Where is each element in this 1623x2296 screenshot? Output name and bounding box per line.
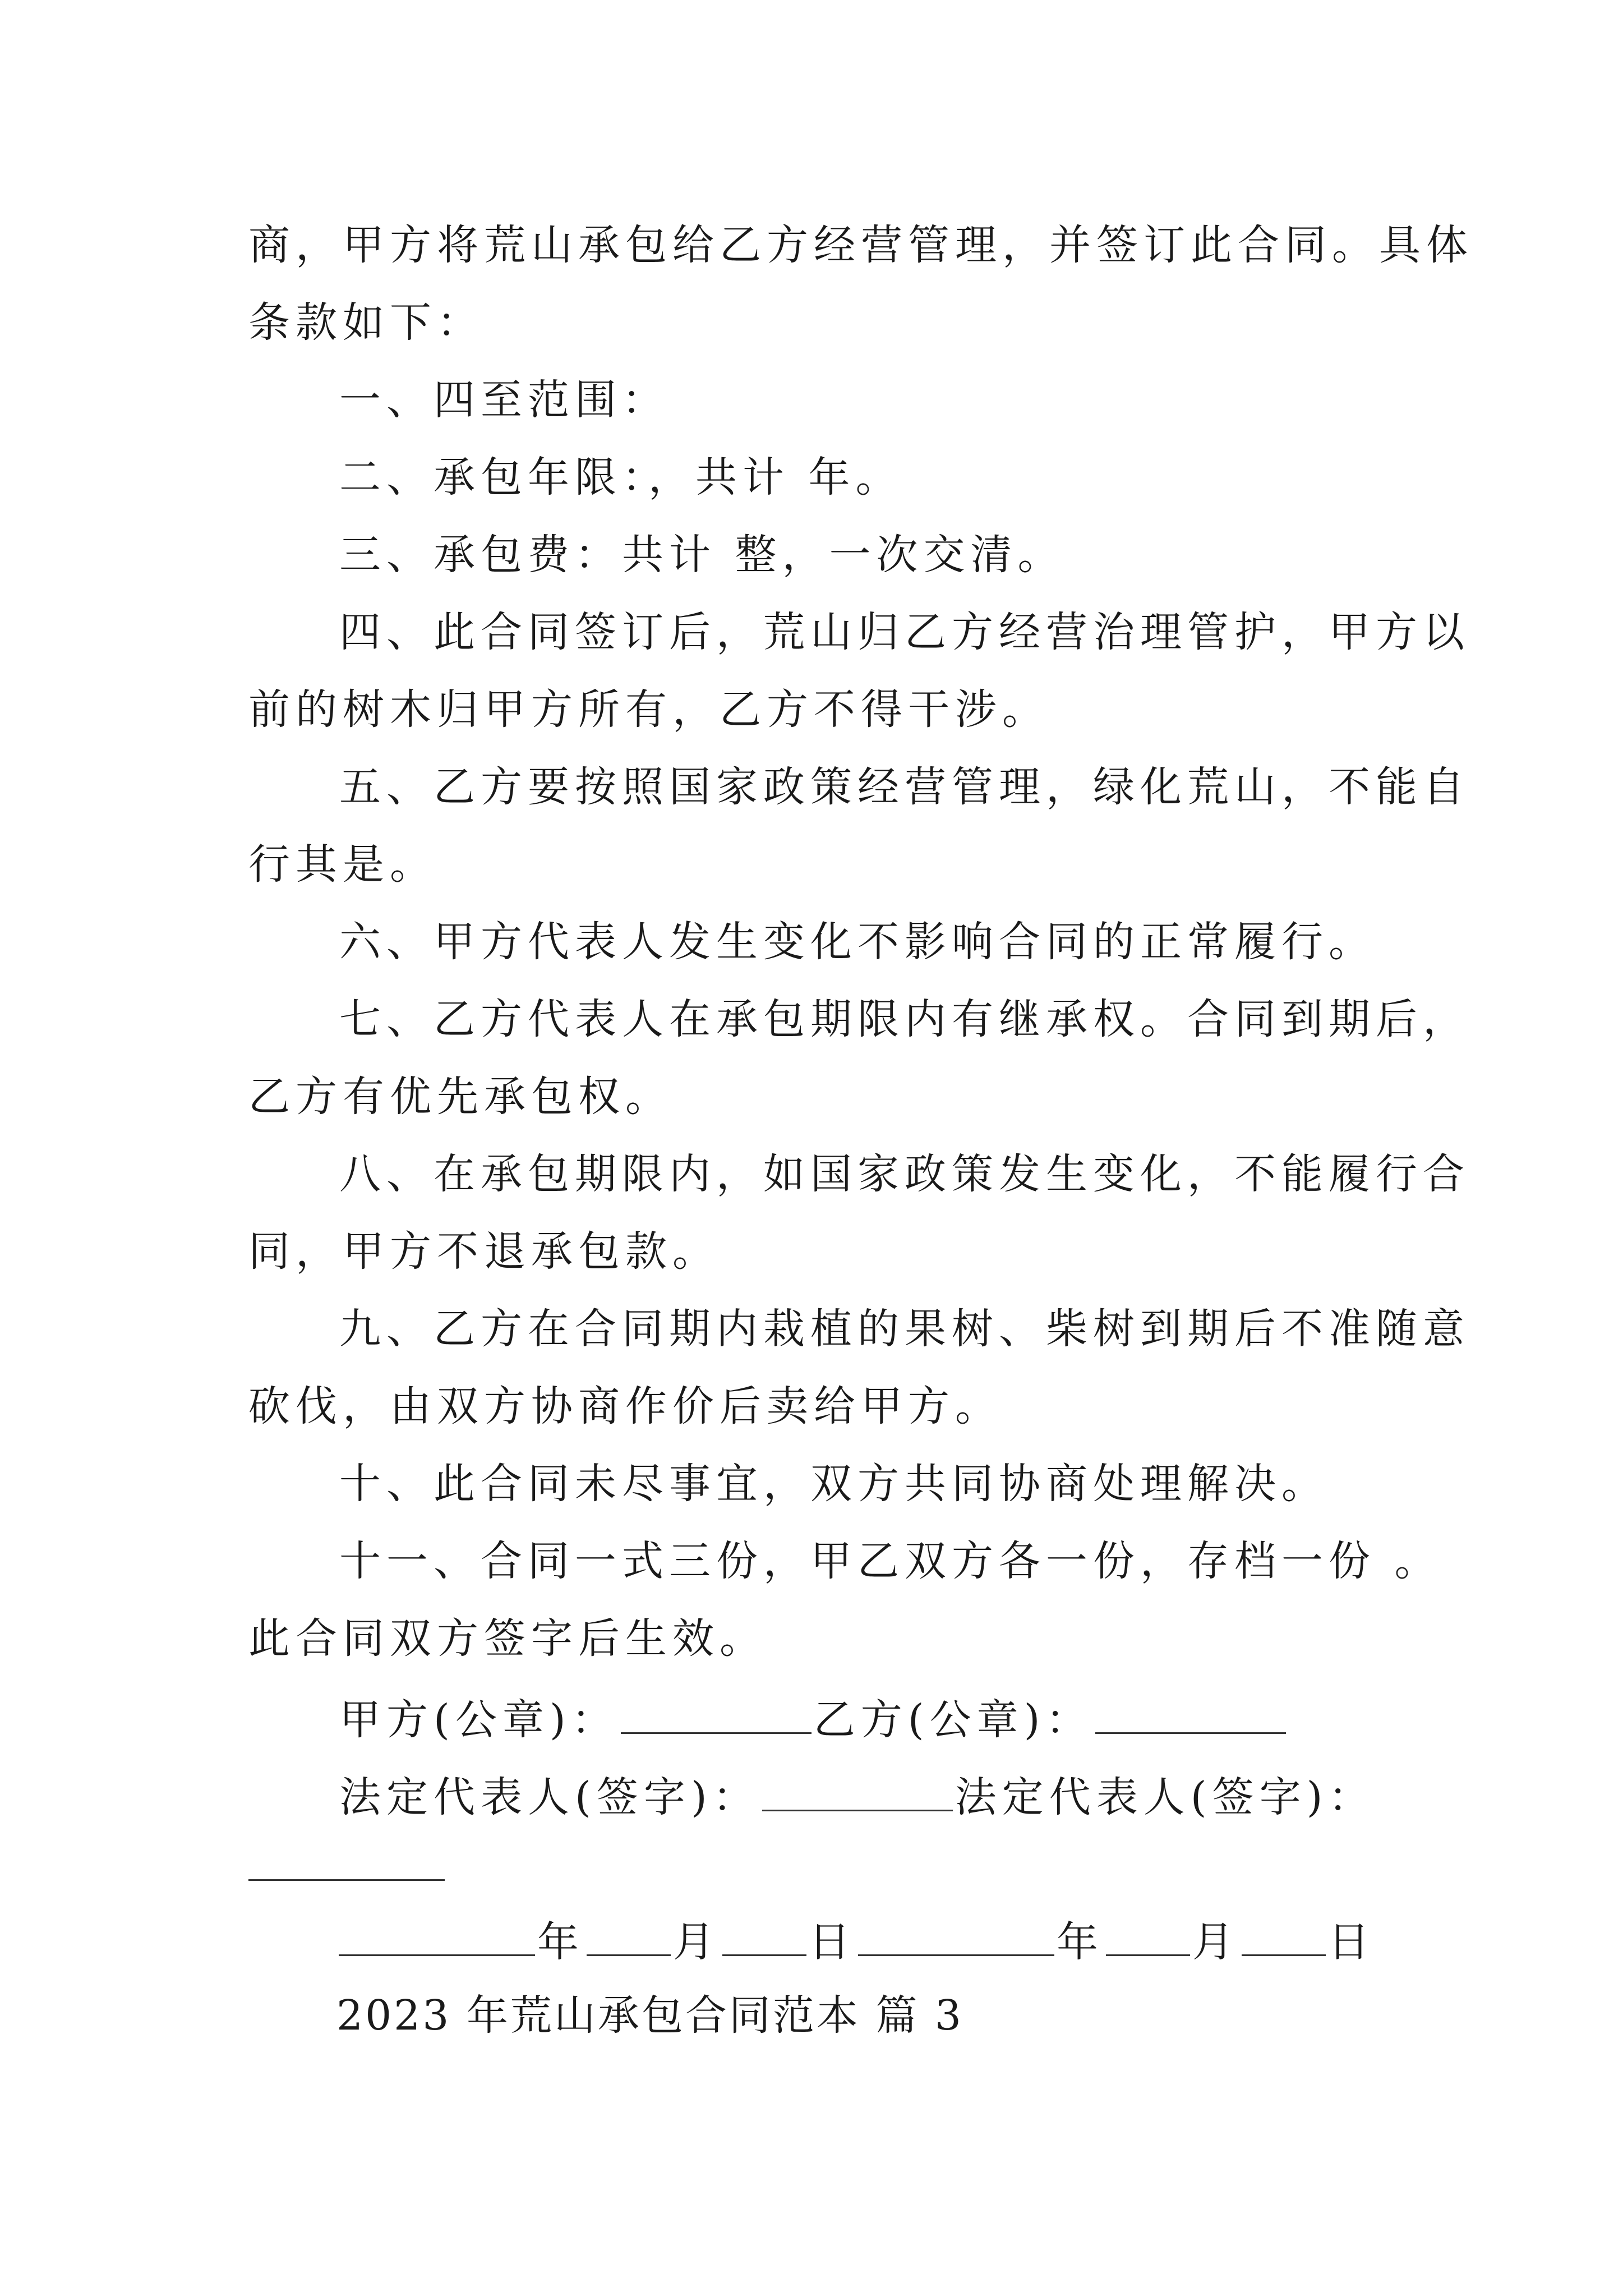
clause-5: 五、乙方要按照国家政策经营管理，绿化荒山，不能自 xyxy=(339,763,1470,811)
clause-6: 六、甲方代表人发生变化不影响合同的正常履行。 xyxy=(339,918,1376,966)
date-row xyxy=(336,1917,1375,1966)
clause-3: 三、承包费：共计 整，一次交清。 xyxy=(339,531,1065,579)
clause-8: 八、在承包期限内，如国家政策发生变化，不能履行合 xyxy=(339,1150,1470,1198)
year-a-label: 年 xyxy=(537,1918,584,1966)
clause-1: 一、四至范围： xyxy=(339,376,669,424)
year-a-blank xyxy=(339,1917,535,1956)
clause-11-cont: 此合同双方签字后生效。 xyxy=(248,1614,767,1663)
party-b-seal-blank xyxy=(1095,1695,1286,1734)
year-b-blank xyxy=(858,1917,1054,1956)
party-b-rep-label: 法定代表人(签字)： xyxy=(955,1773,1376,1821)
section-heading: 2023 年荒山承包合同范本 篇 3 xyxy=(336,1991,963,2040)
clause-4: 四、此合同签订后，荒山归乙方经营治理管护，甲方以 xyxy=(339,608,1470,656)
clause-10: 十、此合同未尽事宜，双方共同协商处理解决。 xyxy=(339,1460,1329,1508)
month-a-label: 月 xyxy=(673,1918,720,1966)
clause-7: 七、乙方代表人在承包期限内有继承权。合同到期后， xyxy=(339,995,1470,1043)
party-seal-row xyxy=(339,1695,1288,1744)
party-a-rep-label: 法定代表人(签字)： xyxy=(339,1773,760,1821)
day-b-label: 日 xyxy=(1328,1918,1375,1966)
party-a-seal-blank xyxy=(621,1695,811,1734)
clause-4-cont: 前的树木归甲方所有，乙方不得干涉。 xyxy=(248,685,1049,734)
clause-5-cont: 行其是。 xyxy=(248,840,437,889)
day-a-label: 日 xyxy=(809,1918,856,1966)
clause-2: 二、承包年限：，共计 年。 xyxy=(339,453,903,501)
clause-9-cont: 砍伐，由双方协商作价后卖给甲方。 xyxy=(248,1382,1002,1430)
clause-11: 十一、合同一式三份，甲乙双方各一份，存档一份 。 xyxy=(339,1537,1442,1585)
month-a-blank xyxy=(587,1917,671,1956)
party-b-seal-label: 乙方(公章)： xyxy=(813,1696,1093,1744)
clause-8-cont: 同，甲方不退承包款。 xyxy=(248,1227,720,1276)
clause-7-cont: 乙方有优先承包权。 xyxy=(248,1073,672,1121)
representative-row xyxy=(339,1773,1376,1821)
text-line: 条款如下： xyxy=(248,298,484,347)
month-b-label: 月 xyxy=(1192,1918,1239,1966)
party-a-seal-label: 甲方(公章)： xyxy=(339,1696,619,1744)
text-line: 商，甲方将荒山承包给乙方经营管理，并签订此合同。具体 xyxy=(248,221,1473,269)
party-a-rep-blank xyxy=(762,1773,953,1811)
month-b-blank xyxy=(1106,1917,1190,1956)
year-b-label: 年 xyxy=(1057,1918,1104,1966)
clause-9: 九、乙方在合同期内栽植的果树、柴树到期后不准随意 xyxy=(339,1305,1470,1353)
day-a-blank xyxy=(722,1917,806,1956)
party-b-rep-blank xyxy=(248,1879,445,1881)
day-b-blank xyxy=(1242,1917,1326,1956)
